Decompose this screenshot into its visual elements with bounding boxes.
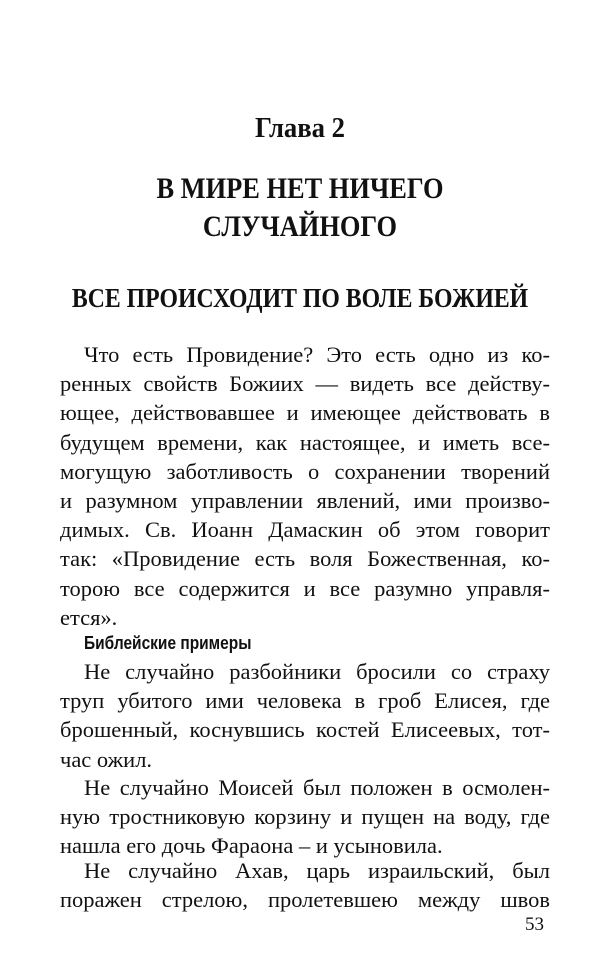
text-line: брошенный, коснувшись костей Елисеевых, тот-: [60, 717, 550, 743]
text-line: ющее, действовавшее и имеющее действовать в: [60, 400, 550, 426]
text-line: Не случайно Ахав, царь израильский, был: [84, 858, 550, 883]
chapter-title-line: СЛУЧАЙНОГО: [202, 210, 398, 243]
section-heading: ВСЕ ПРОИСХОДИТ ПО ВОЛЕ БОЖИЕЙ: [71, 283, 529, 313]
example-paragraph-1: [60, 657, 550, 774]
text-line: торою все содержится и все разумно управля-: [60, 575, 550, 601]
intro-paragraph: [60, 340, 550, 632]
chapter-title: [36, 170, 564, 246]
example-paragraph-3: [60, 856, 550, 914]
text-line: так: «Провидение есть воля Божественная, ко-: [60, 546, 550, 572]
text-line: будущем времени, как настоящее, и иметь все-: [60, 429, 550, 455]
text-line: димых. Св. Иоанн Дамаскин об этом говорит: [60, 517, 550, 543]
text-line: ную тростниковую корзину и пущен на воду, где: [60, 804, 550, 830]
text-line: поражен стрелою, пролетевшею между швов: [60, 887, 550, 913]
text-line: нашла его дочь Фараона – и усыновила.: [60, 833, 443, 859]
text-line: Не случайно разбойники бросили со страху: [84, 659, 550, 684]
text-line: труп убитого ими человека в гроб Елисея, где: [60, 688, 550, 714]
text-line: ется».: [60, 604, 118, 630]
example-paragraph-2: [60, 773, 550, 861]
chapter-title-line: В МИРЕ НЕТ НИЧЕГО: [156, 172, 444, 205]
text-line: час ожил.: [60, 746, 153, 772]
subheading: Библейские примеры: [84, 633, 252, 653]
page-number: 53: [525, 914, 544, 935]
text-line: и разумном управлении явлений, ими произво-: [60, 488, 550, 514]
text-line: Не случайно Моисей был положен в осмолен-: [84, 775, 550, 800]
text-line: могущую заботливость о сохранении творений: [60, 458, 550, 484]
text-line: Что есть Провидение? Это есть одно из ко-: [84, 342, 550, 367]
text-line: ренных свойств Божиих — видеть все действу-: [60, 371, 550, 397]
chapter-label: Глава 2: [254, 112, 346, 144]
